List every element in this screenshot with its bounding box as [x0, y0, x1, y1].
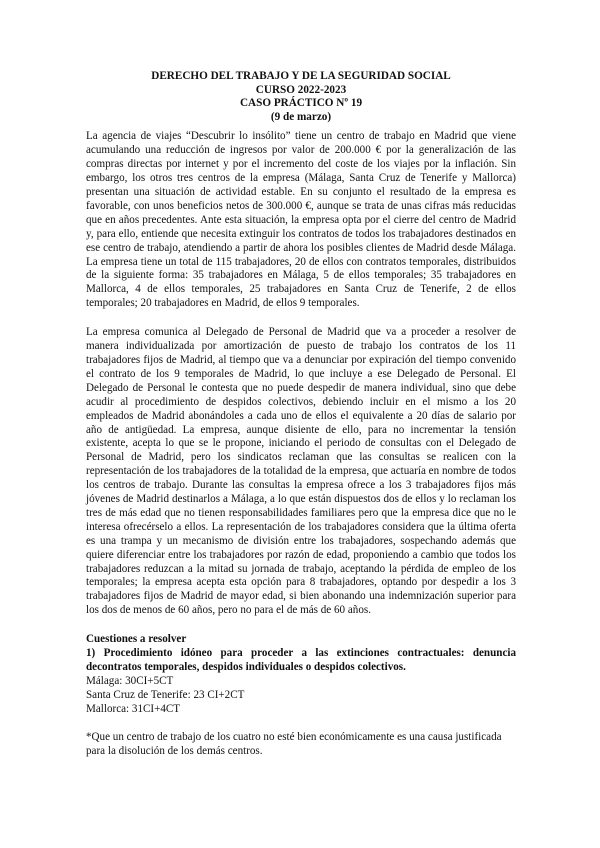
document-header [86, 70, 516, 124]
worker-count-line: Santa Cruz de Tenerife: 23 CI+2CT [86, 688, 245, 701]
case-paragraph-1: La agencia de viajes “Descubrir lo insólito” tiene un centro de trabajo en Madrid que viene acumulando una reducción de ingresos por valor de 200.000 € por la generalización de las compras directas por internet y por el incremento del coste de los viajes por la inflación. Sin embargo, los otros tres centros de la empresa (Málaga, Santa Cruz de Tenerife y Mallorca) presentan una situación de actividad estable. En su conjunto el resultado de la empresa es favorable, con unos beneficios netos de 300.000 €, aunque se trata de unas cifras más reducidas que en años precedentes. Ante esta situación, la empresa opta por el cierre del centro de Madrid y, para ello, entiende que necesita extinguir los contratos de todos los trabajadores destinados en ese centro de trabajo, atendiendo a partir de ahora los posibles clientes de Madrid desde Málaga. La empresa tiene un total de 115 trabajadores, 20 de ellos con contratos temporales, distribuidos de la siguiente forma: 35 trabajadores en Málaga, 5 de ellos temporales; 35 trabajadores en Mallorca, 4 de ellos temporales, 25 trabajadores en Santa Cruz de Tenerife, 2 de ellos temporales; 20 trabajadores en Madrid, de ellos 9 temporales. [86, 130, 516, 310]
course-title: DERECHO DEL TRABAJO Y DE LA SEGURIDAD SOCIAL [151, 70, 451, 82]
course-year: CURSO 2022-2023 [255, 83, 347, 96]
questions-title: Cuestiones a resolver [86, 633, 187, 646]
document-page [86, 70, 516, 758]
case-number: CASO PRÁCTICO Nº 19 [239, 97, 363, 110]
case-paragraph-2: La empresa comunica al Delegado de Personal de Madrid que va a proceder a resolver de manera individualizada por amortización de puesto de trabajo los contratos de los 11 trabajadores fijos de Madrid, al tiempo que va a denunciar por expiración del tiempo convenido el contrato de los 9 temporales de Madrid, lo que incluye a ese Delegado de Personal. El Delegado de Personal le contesta que no puede despedir de manera individual, sino que debe acudir al procedimiento de despidos colectivos, debiendo incluir en el mismo a los 20 empleados de Madrid abonándoles a cada uno de ellos el equivalente a 20 días de salario por año de antigüedad. La empresa, aunque disiente de ello, para no incrementar la tensión existente, acepta lo que se le propone, iniciando el periodo de consultas con el Delegado de Personal de Madrid, pero los sindicatos reclaman que las consultas se realicen con la representación de los trabajadores de la totalidad de la empresa, que actuaría en nombre de todos los centros de trabajo. Durante las consultas la empresa ofrece a los 3 trabajadores fijos más jóvenes de Madrid destinarlos a Málaga, a lo que están dispuestos dos de ellos y lo reclaman los tres de más edad que no tienen responsabilidades familiares pero que la empresa dice que no le interesa ofrecérselo a ellos. La representación de los trabajadores considera que la última oferta es una trampa y un mecanismo de división entre los trabajadores, sospechando además que quiere diferenciar entre los trabajadores por razón de edad, proponiendo a cambio que todos los trabajadores reduzcan a la mitad su jornada de trabajo, aceptando la pérdida de empleo de los temporales; la empresa acepta esta opción para 8 trabajadores, optando por despedir a los 3 trabajadores fijos de Madrid de mayor edad, si bien abonando una indemnización superior para los dos de menos de 60 años, pero no para el de más de 60 años. [86, 326, 516, 617]
footnote: *Que un centro de trabajo de los cuatro no esté bien económicamente es una causa justificada para la disolución de los demás centros. [86, 730, 502, 757]
questions-section [86, 633, 516, 716]
question-1: 1) Procedimiento idóneo para proceder a las extinciones contractuales: denuncia decontratos temporales, despidos individuales o despidos colectivos. [86, 647, 516, 673]
worker-count-line: Málaga: 30CI+5CT [86, 674, 174, 687]
worker-count-line: Mallorca: 31CI+4CT [86, 702, 181, 715]
case-date: (9 de marzo) [270, 110, 332, 123]
